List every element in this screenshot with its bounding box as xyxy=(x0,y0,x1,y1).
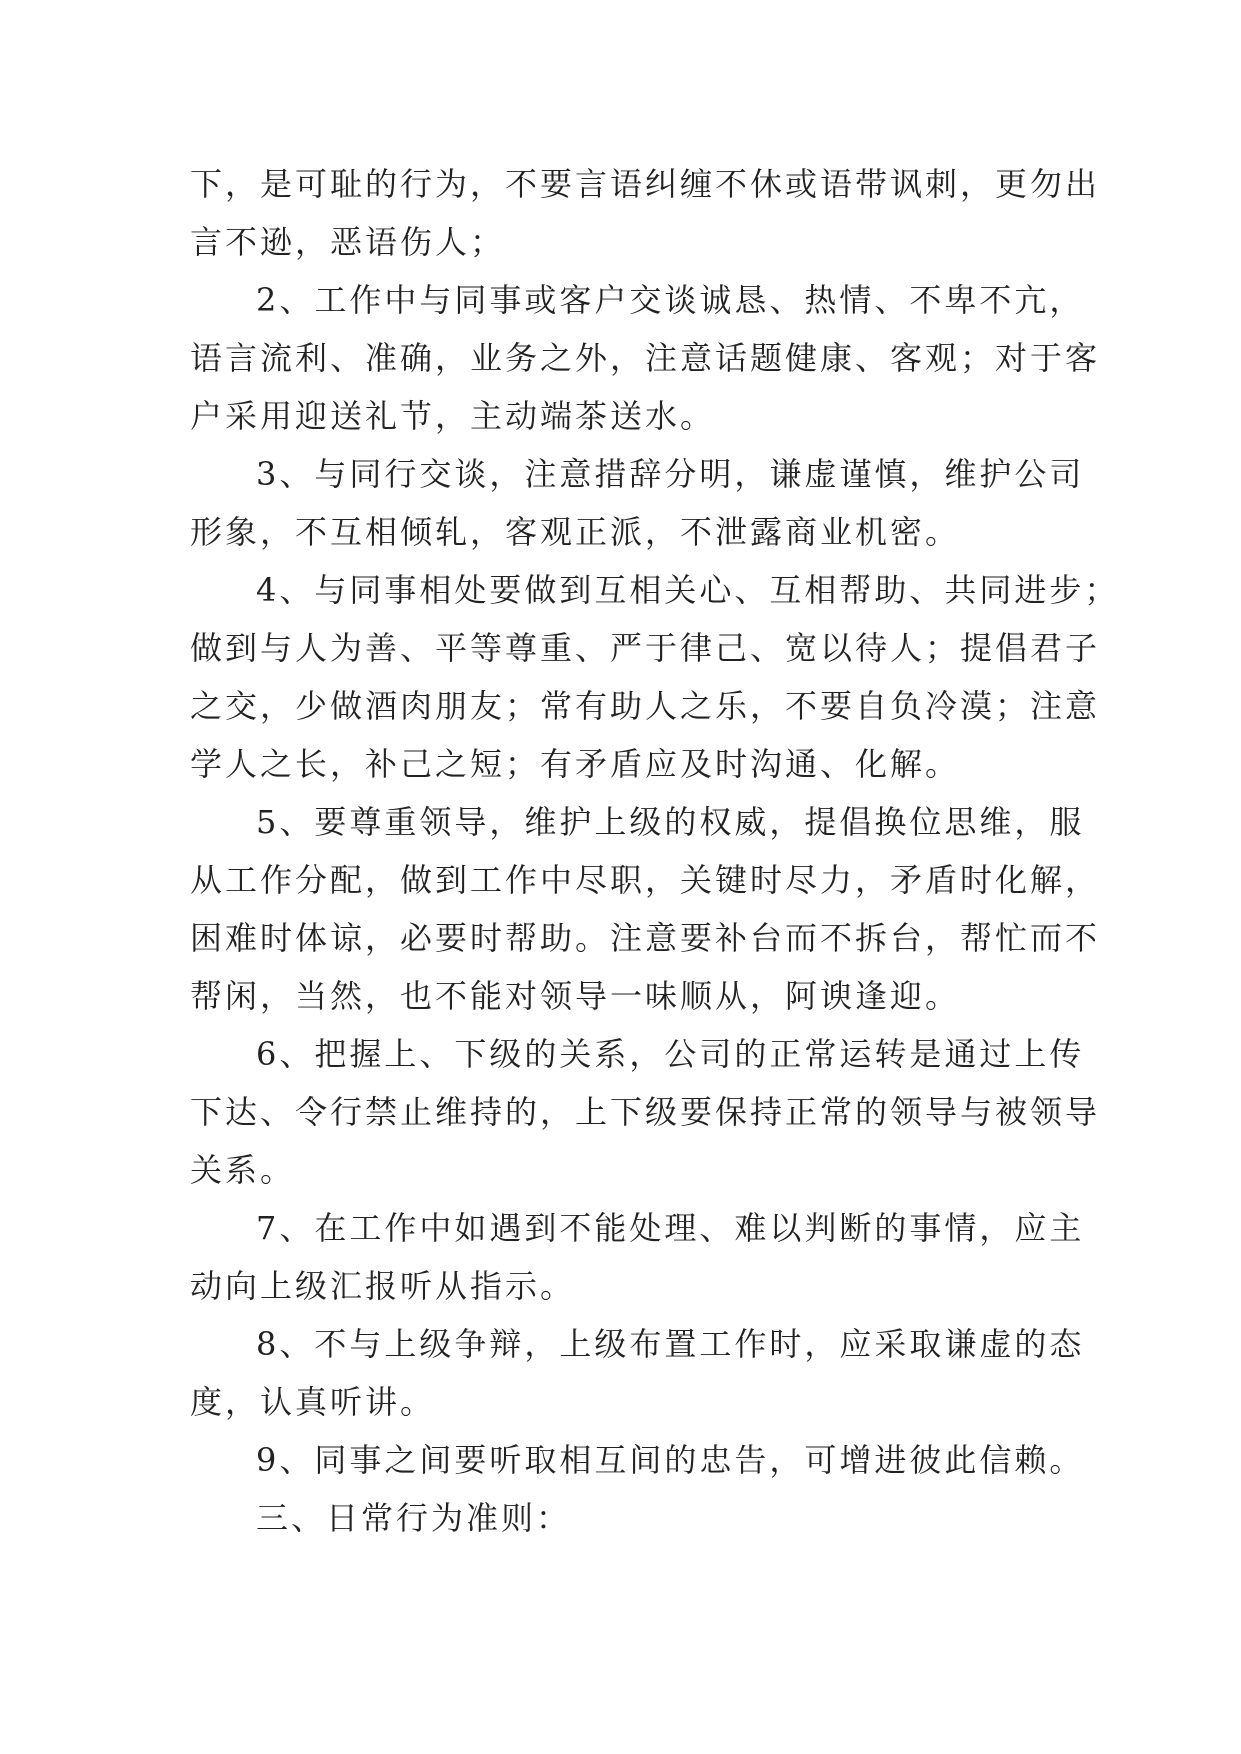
text-line: 下达、令行禁止维持的，上下级要保持正常的领导与被领导 xyxy=(190,1093,1101,1131)
text-line: 言不逊，恶语伤人； xyxy=(190,223,506,261)
text-line: 4、与同事相处要做到互相关心、互相帮助、共同进步； xyxy=(256,571,1120,609)
text-line: 3、与同行交谈，注意措辞分明，谦虚谨慎，维护公司 xyxy=(256,455,1085,493)
text-line: 之交，少做酒肉朋友；常有助人之乐，不要自负冷漠；注意 xyxy=(190,687,1101,725)
text-line: 9、同事之间要听取相互间的忠告，可增进彼此信赖。 xyxy=(256,1441,1085,1479)
text-line: 8、不与上级争辩，上级布置工作时，应采取谦虚的态 xyxy=(256,1325,1085,1363)
text-line: 形象，不互相倾轧，客观正派，不泄露商业机密。 xyxy=(190,513,961,551)
text-line: 做到与人为善、平等尊重、严于律己、宽以待人；提倡君子 xyxy=(190,629,1101,667)
text-line: 帮闲，当然，也不能对领导一味顺从，阿谀逢迎。 xyxy=(190,977,961,1015)
text-line: 户采用迎送礼节，主动端茶送水。 xyxy=(190,397,716,435)
text-line: 关系。 xyxy=(190,1151,296,1189)
text-line: 下，是可耻的行为，不要言语纠缠不休或语带讽刺，更勿出 xyxy=(190,165,1101,203)
text-line: 7、在工作中如遇到不能处理、难以判断的事情，应主 xyxy=(256,1209,1085,1247)
section-heading: 三、日常行为准则： xyxy=(256,1499,572,1537)
text-line: 从工作分配，做到工作中尽职，关键时尽力，矛盾时化解， xyxy=(190,861,1101,899)
text-line: 动向上级汇报听从指示。 xyxy=(190,1267,576,1305)
text-line: 2、工作中与同事或客户交谈诚恳、热情、不卑不亢， xyxy=(256,281,1085,319)
text-line: 困难时体谅，必要时帮助。注意要补台而不拆台，帮忙而不 xyxy=(190,919,1101,957)
body-text xyxy=(190,155,1120,1547)
text-line: 学人之长，补己之短；有矛盾应及时沟通、化解。 xyxy=(190,745,961,783)
text-line: 6、把握上、下级的关系，公司的正常运转是通过上传 xyxy=(256,1035,1085,1073)
text-line: 语言流利、准确，业务之外，注意话题健康、客观；对于客 xyxy=(190,339,1101,377)
text-line: 度，认真听讲。 xyxy=(190,1383,436,1421)
text-line: 5、要尊重领导，维护上级的权威，提倡换位思维，服 xyxy=(256,803,1085,841)
